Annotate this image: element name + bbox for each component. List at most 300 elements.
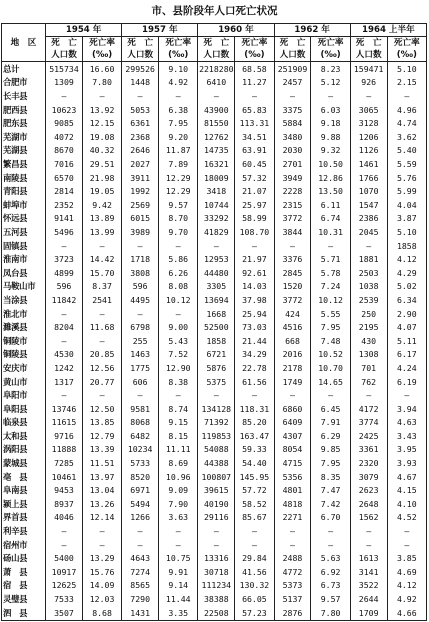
deaths-cell: 2016 xyxy=(274,348,311,362)
deaths-cell: 2030 xyxy=(274,144,311,158)
deaths-cell: 81550 xyxy=(198,116,235,130)
death-rate-cell: 3.35 xyxy=(159,606,198,621)
area-name-cell: 临泉县 xyxy=(2,416,46,430)
deaths-cell: 4818 xyxy=(274,497,311,511)
table-row xyxy=(2,293,427,307)
death-rate-cell: 57.32 xyxy=(235,171,274,185)
death-rate-cell: 9.10 xyxy=(159,62,198,76)
death-rate-cell: 40.32 xyxy=(82,144,121,158)
death-rate-cell: 6.38 xyxy=(159,103,198,117)
deaths-cell: 1775 xyxy=(122,361,159,375)
deaths-cell: 2457 xyxy=(274,76,311,90)
table-row xyxy=(2,402,427,416)
death-rate-cell: 14.42 xyxy=(82,252,121,266)
death-rate-cell: 37.98 xyxy=(235,293,274,307)
deaths-cell: 3772 xyxy=(274,293,311,307)
area-name-cell: 淮北市 xyxy=(2,307,46,321)
deaths-cell: 3141 xyxy=(350,565,387,579)
deaths-cell: 2386 xyxy=(350,212,387,226)
death-rate-cell: 57.72 xyxy=(235,483,274,497)
deaths-cell: — xyxy=(274,538,311,552)
death-rate-cell: 6.70 xyxy=(311,511,350,525)
deaths-cell: 2503 xyxy=(350,266,387,280)
deaths-cell: 1749 xyxy=(274,375,311,389)
deaths-cell: 5373 xyxy=(274,579,311,593)
death-rate-cell: 4.92 xyxy=(159,76,198,90)
death-rate-cell: 7.91 xyxy=(311,416,350,430)
deaths-column-header: 死 亡 xyxy=(46,37,83,50)
death-rate-cell: 66.05 xyxy=(235,592,274,606)
table-row xyxy=(2,565,427,579)
death-rate-cell: — xyxy=(235,388,274,402)
deaths-cell: 5137 xyxy=(274,592,311,606)
death-rate-cell: 4.07 xyxy=(387,320,426,334)
death-rate-cell: 4.10 xyxy=(387,497,426,511)
deaths-cell: 3949 xyxy=(274,171,311,185)
death-rate-cell: 3.93 xyxy=(387,456,426,470)
table-row xyxy=(2,538,427,552)
death-rate-cell: 10.96 xyxy=(159,470,198,484)
deaths-cell: 4172 xyxy=(350,402,387,416)
death-rate-cell: — xyxy=(82,307,121,321)
death-rate-cell: 9.00 xyxy=(159,320,198,334)
deaths-cell: — xyxy=(46,239,83,253)
death-rate-cell: 6.34 xyxy=(387,293,426,307)
table-row xyxy=(2,116,427,130)
death-rate-cell: — xyxy=(159,307,198,321)
deaths-cell: — xyxy=(46,538,83,552)
year-header: 1954 年 xyxy=(46,24,122,37)
death-rate-cell: 15.70 xyxy=(82,266,121,280)
deaths-cell: 2315 xyxy=(274,198,311,212)
death-rate-cell: — xyxy=(387,538,426,552)
deaths-column-header: 死 亡 xyxy=(274,37,311,50)
area-name-cell: 蚌埠市 xyxy=(2,198,46,212)
death-rate-cell: — xyxy=(82,524,121,538)
death-rate-cell: 7.80 xyxy=(311,606,350,621)
death-rate-cell: 5.76 xyxy=(387,171,426,185)
death-rate-cell: 11.44 xyxy=(159,592,198,606)
deaths-cell: 29116 xyxy=(198,511,235,525)
death-rate-cell: — xyxy=(159,538,198,552)
deaths-cell: 7533 xyxy=(46,592,83,606)
death-rate-cell: 5.78 xyxy=(311,266,350,280)
table-row xyxy=(2,320,427,334)
death-rate-cell: 130.32 xyxy=(235,579,274,593)
deaths-cell: 12953 xyxy=(198,252,235,266)
deaths-cell: 11615 xyxy=(46,416,83,430)
area-name-cell: 颍上县 xyxy=(2,497,46,511)
death-rate-cell: 9.88 xyxy=(311,130,350,144)
death-rate-column-header: 死亡率 xyxy=(82,37,121,50)
death-rate-cell: 2.15 xyxy=(387,76,426,90)
deaths-cell: 2569 xyxy=(122,198,159,212)
death-rate-cell: 61.56 xyxy=(235,375,274,389)
death-rate-cell: 5.40 xyxy=(387,144,426,158)
death-rate-cell: 7.52 xyxy=(159,348,198,362)
deaths-cell: 1317 xyxy=(46,375,83,389)
deaths-cell: 1766 xyxy=(350,171,387,185)
death-rate-cell: 8.69 xyxy=(159,456,198,470)
death-rate-cell: 10.75 xyxy=(159,551,198,565)
area-header: 地 区 xyxy=(2,24,46,62)
deaths-cell: — xyxy=(198,524,235,538)
death-rate-cell: 15.76 xyxy=(82,565,121,579)
area-name-cell: 铜陵市 xyxy=(2,334,46,348)
death-rate-cell: — xyxy=(235,538,274,552)
table-row xyxy=(2,89,427,103)
deaths-cell: 3844 xyxy=(274,225,311,239)
deaths-cell: 9085 xyxy=(46,116,83,130)
death-rate-cell: 9.14 xyxy=(159,579,198,593)
death-rate-cell: 7.90 xyxy=(159,497,198,511)
deaths-cell: 3507 xyxy=(46,606,83,621)
death-rate-cell: 85.67 xyxy=(235,511,274,525)
table-row xyxy=(2,606,427,621)
deaths-column-header: 人口数 xyxy=(122,49,159,62)
death-rate-cell: 12.56 xyxy=(82,361,121,375)
deaths-cell: — xyxy=(46,388,83,402)
death-rate-cell: 13.29 xyxy=(82,551,121,565)
death-rate-cell: — xyxy=(82,538,121,552)
death-rate-cell: 7.47 xyxy=(311,483,350,497)
area-name-cell: 阜南县 xyxy=(2,483,46,497)
deaths-cell: 3376 xyxy=(274,252,311,266)
deaths-cell: 119853 xyxy=(198,429,235,443)
deaths-cell: 7290 xyxy=(122,592,159,606)
deaths-cell: 2425 xyxy=(350,429,387,443)
deaths-cell: 2218280 xyxy=(198,62,235,76)
deaths-cell: — xyxy=(198,89,235,103)
deaths-cell: 1431 xyxy=(122,606,159,621)
deaths-cell: 9453 xyxy=(46,483,83,497)
death-rate-cell: 11.87 xyxy=(159,144,198,158)
death-rate-cell: 9.18 xyxy=(311,116,350,130)
deaths-cell: 1709 xyxy=(350,606,387,621)
deaths-column-header: 死 亡 xyxy=(122,37,159,50)
deaths-cell: 2701 xyxy=(274,157,311,171)
deaths-column-header: 人口数 xyxy=(198,49,235,62)
deaths-cell: 10744 xyxy=(198,198,235,212)
deaths-cell: 596 xyxy=(122,280,159,294)
death-rate-cell: 4.66 xyxy=(387,606,426,621)
deaths-cell: 2271 xyxy=(274,511,311,525)
death-rate-cell: 145.95 xyxy=(235,470,274,484)
death-rate-cell: 7.95 xyxy=(311,320,350,334)
area-name-cell: 泗 县 xyxy=(2,606,46,621)
deaths-cell: 8937 xyxy=(46,497,83,511)
deaths-cell: 2027 xyxy=(122,157,159,171)
deaths-cell: 3808 xyxy=(122,266,159,280)
death-rate-cell: 34.29 xyxy=(235,348,274,362)
deaths-cell: 1266 xyxy=(122,511,159,525)
deaths-cell: 3418 xyxy=(198,184,235,198)
death-rate-cell: — xyxy=(82,89,121,103)
deaths-cell: 44480 xyxy=(198,266,235,280)
deaths-cell: — xyxy=(350,239,387,253)
death-rate-cell: 3.63 xyxy=(159,511,198,525)
deaths-cell: 13746 xyxy=(46,402,83,416)
death-rate-cell: 13.99 xyxy=(82,225,121,239)
death-rate-cell: 10.70 xyxy=(311,361,350,375)
death-rate-cell: 12.86 xyxy=(311,171,350,185)
deaths-cell: 9141 xyxy=(46,212,83,226)
death-rate-cell: 7.48 xyxy=(311,334,350,348)
area-name-cell: 涡阳县 xyxy=(2,443,46,457)
area-name-cell: 濉溪县 xyxy=(2,320,46,334)
death-rate-cell: 9.70 xyxy=(159,225,198,239)
death-rate-cell: 13.50 xyxy=(311,184,350,198)
death-rate-cell: 6.17 xyxy=(387,348,426,362)
deaths-cell: 1992 xyxy=(122,184,159,198)
deaths-cell: 6015 xyxy=(122,212,159,226)
deaths-cell: 3723 xyxy=(46,252,83,266)
table-row xyxy=(2,280,427,294)
deaths-cell: 7016 xyxy=(46,157,83,171)
death-rate-column-header: (‰) xyxy=(159,49,198,62)
death-rate-cell: 8.68 xyxy=(82,606,121,621)
deaths-cell: 1613 xyxy=(350,551,387,565)
deaths-cell: 3065 xyxy=(350,103,387,117)
area-name-cell: 界首县 xyxy=(2,511,46,525)
deaths-cell: 668 xyxy=(274,334,311,348)
death-rate-cell: 8.23 xyxy=(311,62,350,76)
death-rate-cell: — xyxy=(82,388,121,402)
deaths-cell: 3989 xyxy=(122,225,159,239)
deaths-cell: 1461 xyxy=(350,157,387,171)
deaths-cell: 6361 xyxy=(122,116,159,130)
deaths-cell: 251909 xyxy=(274,62,311,76)
area-name-cell: 萧 县 xyxy=(2,565,46,579)
death-rate-cell: 7.95 xyxy=(159,116,198,130)
area-name-cell: 安庆市 xyxy=(2,361,46,375)
deaths-cell: 606 xyxy=(122,375,159,389)
deaths-cell: 6971 xyxy=(122,483,159,497)
table-row xyxy=(2,252,427,266)
deaths-cell: 3911 xyxy=(122,171,159,185)
death-rate-cell: 13.26 xyxy=(82,497,121,511)
area-name-cell: 凤台县 xyxy=(2,266,46,280)
deaths-cell: 5733 xyxy=(122,456,159,470)
deaths-cell: 4772 xyxy=(274,565,311,579)
deaths-cell: 4495 xyxy=(122,293,159,307)
death-rate-cell: 4.29 xyxy=(387,266,426,280)
area-name-cell: 长丰县 xyxy=(2,89,46,103)
deaths-cell: — xyxy=(122,239,159,253)
death-rate-cell: 6.73 xyxy=(311,579,350,593)
death-rate-cell: 58.99 xyxy=(235,212,274,226)
deaths-cell: 4516 xyxy=(274,320,311,334)
death-rate-cell: 65.83 xyxy=(235,103,274,117)
table-row xyxy=(2,76,427,90)
deaths-cell: 3361 xyxy=(350,443,387,457)
death-rate-column-header: (‰) xyxy=(82,49,121,62)
death-rate-cell: 5.12 xyxy=(311,76,350,90)
deaths-cell: 2368 xyxy=(122,130,159,144)
death-rate-cell: 113.31 xyxy=(235,116,274,130)
deaths-cell: 159471 xyxy=(350,62,387,76)
death-rate-cell: 3.87 xyxy=(387,212,426,226)
deaths-cell: — xyxy=(274,239,311,253)
deaths-cell: 10461 xyxy=(46,470,83,484)
area-name-cell: 阜阳县 xyxy=(2,402,46,416)
death-rate-cell: 4.12 xyxy=(387,252,426,266)
deaths-cell: 10917 xyxy=(46,565,83,579)
table-row xyxy=(2,456,427,470)
deaths-cell: 6570 xyxy=(46,171,83,185)
area-name-cell: 宿 县 xyxy=(2,579,46,593)
deaths-cell: 1070 xyxy=(350,184,387,198)
deaths-cell: 2178 xyxy=(274,361,311,375)
death-rate-cell: — xyxy=(311,89,350,103)
death-rate-cell: 3.62 xyxy=(387,130,426,144)
deaths-cell: — xyxy=(122,524,159,538)
death-rate-cell: 9.57 xyxy=(159,198,198,212)
deaths-cell: 3480 xyxy=(274,130,311,144)
deaths-cell: 1463 xyxy=(122,348,159,362)
death-rate-cell: 6.92 xyxy=(311,565,350,579)
death-rate-column-header: 死亡率 xyxy=(235,37,274,50)
deaths-cell: 6409 xyxy=(274,416,311,430)
area-name-cell: 怀远县 xyxy=(2,212,46,226)
deaths-cell: 111234 xyxy=(198,579,235,593)
deaths-cell: 16321 xyxy=(198,157,235,171)
deaths-cell: 12625 xyxy=(46,579,83,593)
table-row xyxy=(2,416,427,430)
death-rate-cell: 2541 xyxy=(82,293,121,307)
death-rate-cell: 8.15 xyxy=(159,429,198,443)
year-header: 1960 年 xyxy=(198,24,274,37)
deaths-cell: 6482 xyxy=(122,429,159,443)
area-name-cell: 马鞍山市 xyxy=(2,280,46,294)
death-rate-cell: — xyxy=(387,524,426,538)
deaths-cell: 4530 xyxy=(46,348,83,362)
deaths-cell: 40190 xyxy=(198,497,235,511)
death-rate-cell: 4.74 xyxy=(387,116,426,130)
death-rate-cell: 10.12 xyxy=(159,293,198,307)
death-rate-cell: 10.12 xyxy=(311,293,350,307)
table-row xyxy=(2,184,427,198)
deaths-cell: 14735 xyxy=(198,144,235,158)
deaths-cell: 38388 xyxy=(198,592,235,606)
deaths-cell: 1668 xyxy=(198,307,235,321)
death-rate-cell: 63.91 xyxy=(235,144,274,158)
death-rate-cell: 92.61 xyxy=(235,266,274,280)
deaths-cell: 22508 xyxy=(198,606,235,621)
death-rate-cell: 22.78 xyxy=(235,361,274,375)
year-header: 1957 年 xyxy=(122,24,198,37)
death-rate-cell: 9.91 xyxy=(159,565,198,579)
deaths-cell: 596 xyxy=(46,280,83,294)
deaths-cell: 2845 xyxy=(274,266,311,280)
death-rate-cell: 58.52 xyxy=(235,497,274,511)
deaths-cell: 4072 xyxy=(46,130,83,144)
deaths-cell: 1858 xyxy=(198,334,235,348)
deaths-cell: 100807 xyxy=(198,470,235,484)
death-rate-cell: 59.33 xyxy=(235,443,274,457)
deaths-column-header: 死 亡 xyxy=(198,37,235,50)
death-rate-cell: 6.11 xyxy=(311,198,350,212)
deaths-cell: 5876 xyxy=(198,361,235,375)
death-rate-cell: 13.39 xyxy=(82,443,121,457)
deaths-cell: 430 xyxy=(350,334,387,348)
deaths-cell: — xyxy=(350,538,387,552)
death-rate-cell: 3.85 xyxy=(387,551,426,565)
death-rate-cell: 10.31 xyxy=(311,225,350,239)
death-rate-cell: 9.20 xyxy=(159,130,198,144)
death-rate-cell: 25.94 xyxy=(235,307,274,321)
death-rate-cell: 8.74 xyxy=(159,402,198,416)
area-name-cell: 总计 xyxy=(2,62,46,76)
death-rate-cell: 5.63 xyxy=(311,551,350,565)
deaths-cell: 5400 xyxy=(46,551,83,565)
death-rate-cell: 11.27 xyxy=(235,76,274,90)
deaths-cell: 2539 xyxy=(350,293,387,307)
deaths-cell: 2045 xyxy=(350,225,387,239)
area-name-cell: 利辛县 xyxy=(2,524,46,538)
area-name-cell: 宿州市 xyxy=(2,538,46,552)
deaths-cell: — xyxy=(122,307,159,321)
deaths-cell: 1881 xyxy=(350,252,387,266)
table-row xyxy=(2,307,427,321)
death-rate-cell: 4.96 xyxy=(387,103,426,117)
deaths-cell: 54088 xyxy=(198,443,235,457)
death-rate-cell: 118.31 xyxy=(235,402,274,416)
death-rate-cell: 12.90 xyxy=(159,361,198,375)
death-rate-column-header: (‰) xyxy=(387,49,426,62)
area-name-cell: 淮南市 xyxy=(2,252,46,266)
deaths-cell: 4307 xyxy=(274,429,311,443)
deaths-cell: 71392 xyxy=(198,416,235,430)
deaths-cell: 5884 xyxy=(274,116,311,130)
area-name-cell: 阜阳市 xyxy=(2,388,46,402)
deaths-cell: 7285 xyxy=(46,456,83,470)
death-rate-cell: 60.45 xyxy=(235,157,274,171)
deaths-cell: 11888 xyxy=(46,443,83,457)
table-row xyxy=(2,334,427,348)
death-rate-cell: 11.51 xyxy=(82,456,121,470)
death-rate-cell: 7.95 xyxy=(311,456,350,470)
death-rate-cell: 5.10 xyxy=(387,225,426,239)
deaths-cell: 1206 xyxy=(350,130,387,144)
deaths-cell: 9716 xyxy=(46,429,83,443)
deaths-cell: 3375 xyxy=(274,103,311,117)
death-rate-cell: 13.04 xyxy=(82,483,121,497)
area-name-cell: 灵璧县 xyxy=(2,592,46,606)
death-rate-column-header: (‰) xyxy=(235,49,274,62)
death-rate-cell: 5.59 xyxy=(387,157,426,171)
death-rate-cell: 9.32 xyxy=(311,144,350,158)
table-row xyxy=(2,130,427,144)
deaths-cell: 2623 xyxy=(350,483,387,497)
table-row xyxy=(2,551,427,565)
death-rate-cell: 21.07 xyxy=(235,184,274,198)
death-rate-cell: 16.60 xyxy=(82,62,121,76)
deaths-cell: 2644 xyxy=(350,592,387,606)
deaths-cell: 3772 xyxy=(274,212,311,226)
deaths-cell: 1547 xyxy=(350,198,387,212)
death-rate-cell: 12.29 xyxy=(159,171,198,185)
death-rate-cell: 13.92 xyxy=(82,103,121,117)
death-rate-cell: 6.29 xyxy=(311,429,350,443)
table-body xyxy=(2,62,427,621)
deaths-cell: 9581 xyxy=(122,402,159,416)
death-rate-cell: — xyxy=(311,239,350,253)
death-rate-cell: 4.15 xyxy=(387,483,426,497)
table-row xyxy=(2,198,427,212)
death-rate-cell: 163.47 xyxy=(235,429,274,443)
death-rate-cell: — xyxy=(235,524,274,538)
